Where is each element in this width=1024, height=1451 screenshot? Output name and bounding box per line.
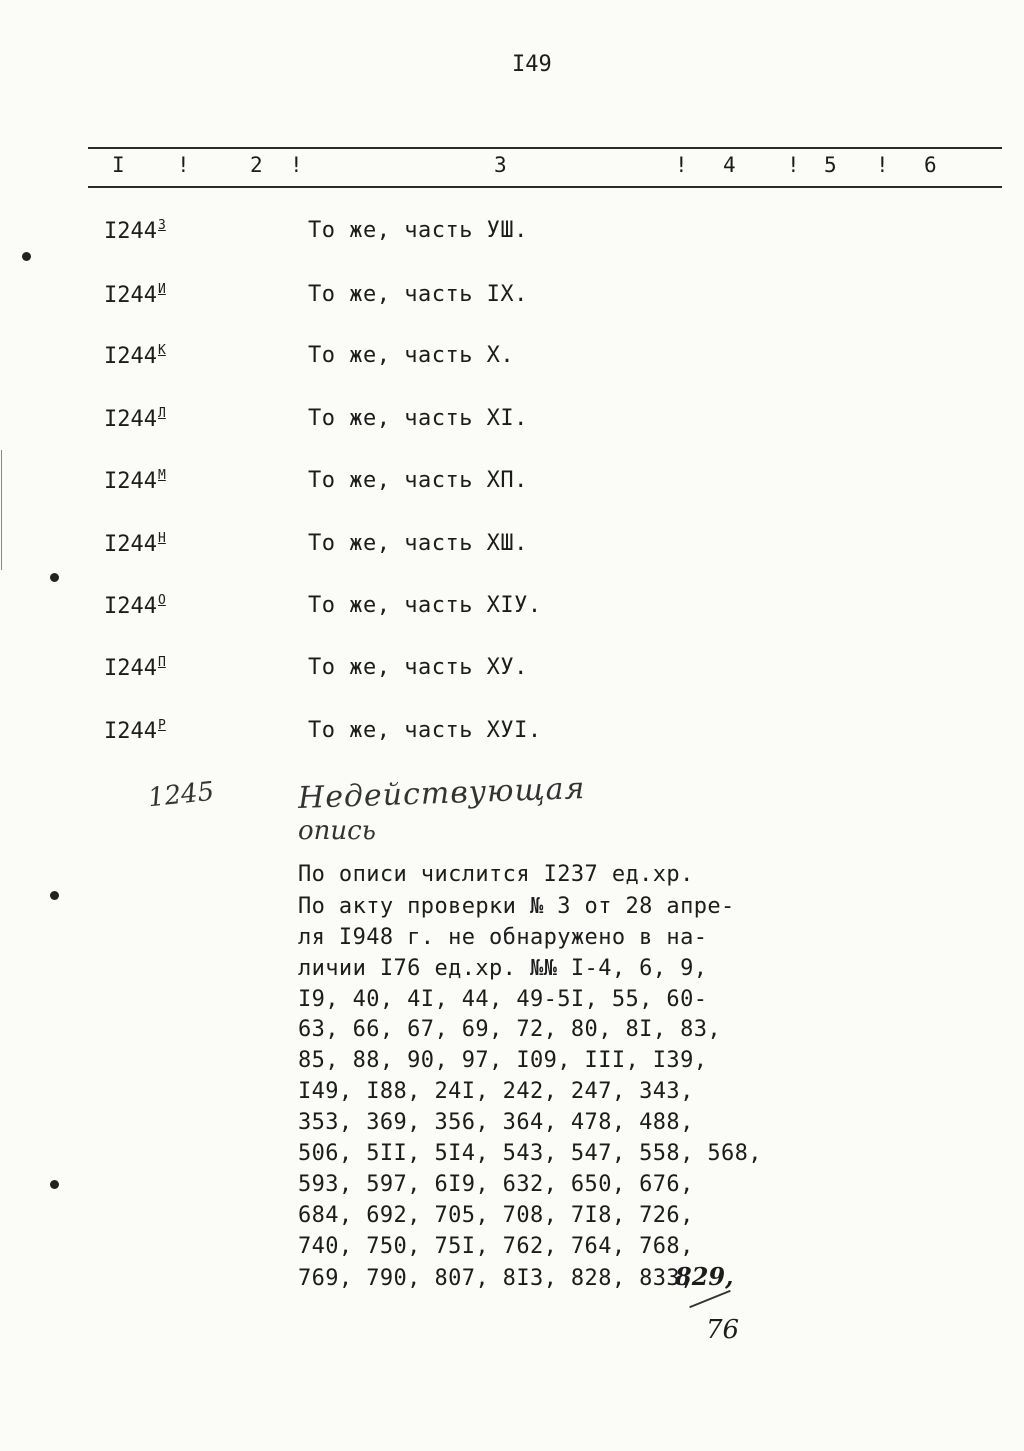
binding-hole-mark bbox=[50, 573, 59, 582]
row-number: $I244^Р$ bbox=[104, 718, 166, 744]
row-description: То же, часть XI. bbox=[308, 406, 528, 431]
handwritten-title-line1: Недействующая bbox=[297, 770, 586, 817]
row-description: То же, часть УШ. bbox=[308, 218, 528, 243]
header-separator: ! bbox=[177, 153, 190, 177]
row-description: То же, часть ХП. bbox=[308, 468, 528, 493]
paragraph-line: 63, 66, 67, 69, 72, 80, 8I, 83, bbox=[298, 1017, 721, 1042]
header-col-2: 2 bbox=[250, 153, 263, 177]
table-header-bottom-rule bbox=[88, 186, 1002, 188]
paragraph-line: 593, 597, 6I9, 632, 650, 676, bbox=[298, 1172, 694, 1197]
header-col-4: 4 bbox=[723, 153, 736, 177]
paragraph-line: ля I948 г. не обнаружено в на- bbox=[298, 925, 708, 950]
row-number: $I244^Н$ bbox=[104, 531, 166, 557]
row-suffix: Р bbox=[157, 718, 166, 733]
header-col-6: 6 bbox=[924, 153, 937, 177]
header-col-1: I bbox=[112, 153, 125, 177]
header-col-5: 5 bbox=[824, 153, 837, 177]
row-description: То же, часть ХУI. bbox=[308, 718, 542, 743]
paragraph-line: 506, 5II, 5I4, 543, 547, 558, 568, bbox=[298, 1141, 762, 1166]
row-suffix: Н bbox=[157, 531, 166, 546]
handwritten-count: 76 bbox=[706, 1315, 740, 1345]
paragraph-line: 769, 790, 807, 8I3, 828, 833, bbox=[298, 1266, 694, 1291]
paragraph-line: По акту проверки № 3 от 28 апре- bbox=[298, 894, 735, 919]
binding-hole-mark bbox=[50, 891, 59, 900]
handwritten-stroke bbox=[689, 1290, 731, 1308]
handwritten-title-line2: опись bbox=[298, 816, 376, 846]
row-number: $I244^И$ bbox=[104, 282, 166, 308]
row-suffix: З bbox=[157, 218, 166, 233]
row-suffix: О bbox=[157, 593, 166, 608]
row-suffix: И bbox=[157, 282, 166, 297]
paragraph-line: 85, 88, 90, 97, I09, III, I39, bbox=[298, 1048, 708, 1073]
row-description: То же, часть Х. bbox=[308, 343, 515, 368]
handwritten-added-number: 829, bbox=[675, 1262, 734, 1291]
row-number: $I244^М$ bbox=[104, 468, 166, 494]
header-col-3: 3 bbox=[494, 153, 507, 177]
binding-hole-mark bbox=[22, 252, 31, 261]
handwritten-entry-number: 1245 bbox=[146, 776, 216, 814]
header-separator: ! bbox=[290, 153, 303, 177]
paragraph-line: I49, I88, 24I, 242, 247, 343, bbox=[298, 1079, 694, 1104]
paragraph-line: 353, 369, 356, 364, 478, 488, bbox=[298, 1110, 694, 1135]
row-number: $I244^К$ bbox=[104, 343, 166, 369]
row-number: $I244^З$ bbox=[104, 218, 166, 244]
paragraph-line: По описи числится I237 ед.хр. bbox=[298, 862, 694, 887]
header-separator: ! bbox=[787, 153, 800, 177]
row-number: $I244^Л$ bbox=[104, 406, 166, 432]
row-suffix: Л bbox=[157, 406, 166, 421]
page-edge-shadow bbox=[1, 450, 2, 570]
row-number: $I244^П$ bbox=[104, 655, 166, 681]
header-separator: ! bbox=[675, 153, 688, 177]
header-separator: ! bbox=[876, 153, 889, 177]
table-top-rule bbox=[88, 147, 1002, 149]
page-number: I49 bbox=[512, 52, 552, 77]
row-description: То же, часть IX. bbox=[308, 282, 528, 307]
row-suffix: П bbox=[157, 655, 166, 670]
row-description: То же, часть ХШ. bbox=[308, 531, 528, 556]
row-description: То же, часть ХIУ. bbox=[308, 593, 542, 618]
paragraph-line: I9, 40, 4I, 44, 49-5I, 55, 60- bbox=[298, 987, 708, 1012]
paragraph-line: 740, 750, 75I, 762, 764, 768, bbox=[298, 1234, 694, 1259]
row-suffix: К bbox=[157, 343, 166, 358]
paragraph-line: личии I76 ед.хр. №№ I-4, 6, 9, bbox=[298, 956, 708, 981]
paragraph-line: 684, 692, 705, 708, 7I8, 726, bbox=[298, 1203, 694, 1228]
row-description: То же, часть ХУ. bbox=[308, 655, 528, 680]
row-number: $I244^О$ bbox=[104, 593, 166, 619]
binding-hole-mark bbox=[50, 1180, 59, 1189]
row-suffix: М bbox=[157, 468, 166, 483]
